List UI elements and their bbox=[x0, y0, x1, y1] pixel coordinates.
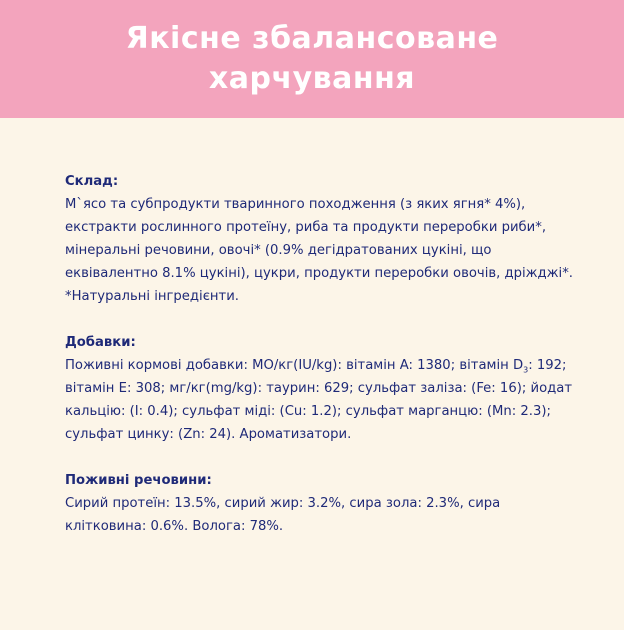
additives-text-part-2: : 192; вітамін E: 308; мг/кг(mg/kg): таурин: 629; сульфат заліза: (Fe: 16); йодат кальцію: (I: 0.4); сульфат міді: (Cu: 1.2); сульфат марганцю: (Mn: 2.3); сульфат цинку: (Zn: 24). Ароматизатори. bbox=[65, 358, 573, 442]
vitamin-d-subscript: 3 bbox=[523, 365, 529, 375]
additives-title: Добавки: bbox=[65, 335, 136, 350]
composition-footnote: *Натуральні інгредієнти. bbox=[65, 289, 239, 304]
composition-text: М`ясо та субпродукти тваринного походження (з яких ягня* 4%), екстракти рослинного протеїну, риба та продукти переробки риби*, мінеральні речовини, овочі* (0.9% дегідратованих цукіні, що еквівалентно 8.1% цукіні), цукри, продукти переробки овочів, дріжджі*. bbox=[65, 197, 574, 281]
header-banner bbox=[0, 0, 624, 118]
page-title-line-2: харчування bbox=[208, 61, 416, 96]
additives-text-part-1: Поживні кормові добавки: МО/кг(IU/kg): вітамін A: 1380; вітамін D bbox=[65, 358, 524, 373]
page-title-line-1: Якісне збалансоване bbox=[125, 21, 499, 56]
nutrients-title: Поживні речовини: bbox=[65, 473, 212, 488]
nutrients-text: Сирий протеїн: 13.5%, сирий жир: 3.2%, сира зола: 2.3%, сира клітковина: 0.6%. Волога: 78%. bbox=[65, 496, 501, 534]
page-title bbox=[126, 19, 499, 99]
info-content bbox=[0, 118, 624, 538]
composition-section bbox=[65, 170, 584, 308]
additives-text bbox=[65, 354, 584, 446]
nutrients-section bbox=[65, 469, 584, 538]
additives-section bbox=[65, 331, 584, 446]
composition-title: Склад: bbox=[65, 174, 119, 189]
